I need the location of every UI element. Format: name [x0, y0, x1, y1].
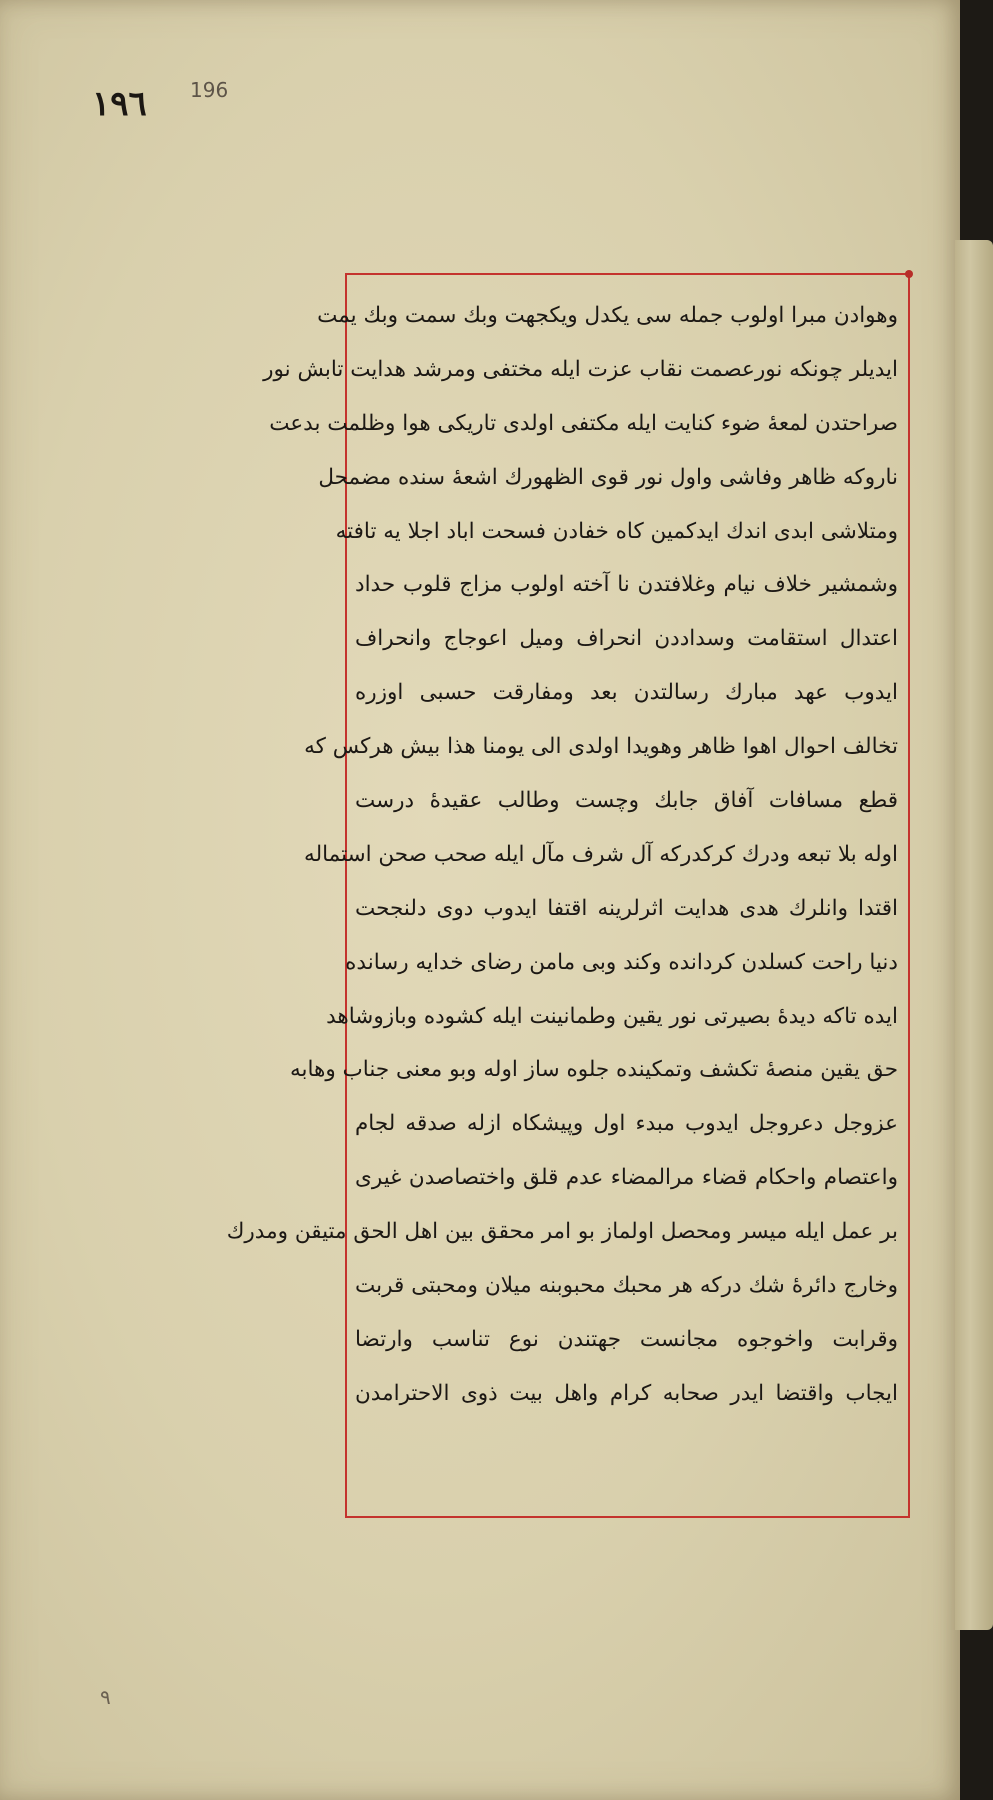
text-line-1: وهوادن مبرا اولوب جمله سی یکدل ویکجهت وبك سمت وبك یمت [317, 303, 898, 328]
text-line-6: وشمشیر خلاف نیام وغلافتدن نا آخته اولوب مزاج قلوب حداد [355, 572, 898, 598]
text-line-19: وخارج دائرهٔ شك درکه هر محبك محبوبنه میلان ومحبتی قربت [355, 1273, 898, 1299]
text-line-21: ایجاب واقتضا ایدر صحابه کرام واهل بیت ذوی الاحترامدن [355, 1380, 898, 1406]
text-line-17: واعتصام واحکام قضاء مرالمضاء عدم قلق واختصاصدن غیری [355, 1165, 898, 1191]
text-line-2: ایدیلر چونکه نورعصمت نقاب عزت ایله مختفی ومرشد هدایت تابش نور [263, 356, 898, 382]
text-line-13: دنیا راحت کسلدن کردانده وکند وبی مامن رضای خدایه رسانده [345, 949, 898, 975]
text-block [226, 289, 898, 1421]
text-line-5: ومتلاشی ابدی اندك ایدکمین کاه خفادن فسحت اباد اجلا یه تافته [335, 518, 898, 544]
text-line-3: صراحتدن لمعهٔ ضوء کنایت ایله مکتفی اولدی تاریکی هوا وظلمت بدعت [269, 410, 898, 436]
text-line-12: اقتدا وانلرك هدی هدایت اثرلرینه اقتفا ایدوب دوی دلنجحت [355, 895, 898, 921]
text-line-10: قطع مسافات آفاق جابك وچست وطالب عقیدهٔ درست [355, 788, 898, 814]
bottom-margin-mark: ٩ [100, 1685, 111, 1709]
text-line-15: حق یقین منصهٔ تکشف وتمکینده جلوه ساز اوله وبو معنی جناب وهابه [289, 1057, 898, 1083]
folio-pencil-number: 196 [190, 78, 229, 102]
folio-number: ١٩٦ [92, 84, 147, 124]
text-line-9: تخالف احوال اهوا ظاهر وهویدا اولدی الی یومنا هذا بیش هرکس که [304, 734, 898, 760]
text-line-14: ایده تاکه دیدهٔ بصیرتی نور یقین وطمانینت ایله کشوده وبازوشاهد [326, 1003, 898, 1029]
text-line-8: ایدوب عهد مبارك رسالتدن بعد ومفارقت حسبی اوزره [355, 680, 898, 706]
text-line-11: اوله بلا تبعه ودرك کرکدرکه آل شرف مآل ایله صحب صحن استماله [304, 841, 898, 867]
text-frame [226, 273, 910, 1518]
text-line-18: بر عمل ایله میسر ومحصل اولماز بو امر محقق بین اهل الحق متیقن ومدرك [226, 1219, 898, 1245]
adjacent-page-edge [955, 240, 993, 1630]
frame-corner-dot [905, 270, 913, 278]
text-line-20: وقرابت واخوجوه مجانست جهتندن نوع تناسب وارتضا [355, 1326, 898, 1352]
text-line-16: عزوجل دعروجل ایدوب مبدء اول وپیشکاه ازله صدقه لجام [355, 1111, 898, 1137]
text-line-4: ناروکه ظاهر وفاشی واول نور قوی الظهورك اشعهٔ سنده مضمحل [318, 464, 898, 490]
text-line-7: اعتدال استقامت وسداددن انحراف ومیل اعوجاج وانحراف [355, 626, 898, 652]
